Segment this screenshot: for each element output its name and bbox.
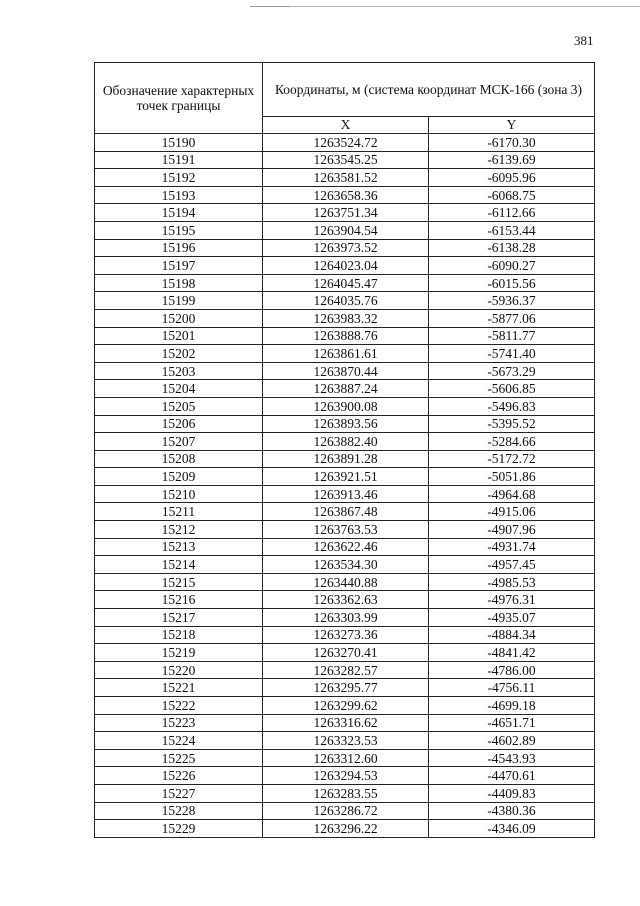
point-cell: 15190 (95, 134, 263, 152)
x-cell: 1263545.25 (263, 151, 429, 169)
x-cell: 1263763.53 (263, 521, 429, 539)
y-cell: -4380.36 (429, 802, 595, 820)
y-cell: -5172.72 (429, 450, 595, 468)
y-cell: -4957.45 (429, 556, 595, 574)
point-cell: 15195 (95, 221, 263, 239)
y-cell: -5051.86 (429, 468, 595, 486)
table-row (95, 257, 595, 275)
point-cell: 15215 (95, 573, 263, 591)
table-row (95, 433, 595, 451)
point-cell: 15205 (95, 397, 263, 415)
y-cell: -4409.83 (429, 784, 595, 802)
x-cell: 1264035.76 (263, 292, 429, 310)
y-cell: -4699.18 (429, 697, 595, 715)
y-cell: -5811.77 (429, 327, 595, 345)
point-cell: 15219 (95, 644, 263, 662)
table-row (95, 697, 595, 715)
y-cell: -4884.34 (429, 626, 595, 644)
point-cell: 15227 (95, 784, 263, 802)
x-cell: 1264045.47 (263, 274, 429, 292)
point-cell: 15194 (95, 204, 263, 222)
table-row (95, 221, 595, 239)
y-cell: -5741.40 (429, 345, 595, 363)
y-cell: -4602.89 (429, 732, 595, 750)
x-cell: 1264023.04 (263, 257, 429, 275)
x-cell: 1263867.48 (263, 503, 429, 521)
table-row (95, 784, 595, 802)
coordinates-column-header: Координаты, м (система координат МСК-166 (зона 3) (263, 63, 595, 117)
table-row (95, 292, 595, 310)
x-cell: 1263893.56 (263, 415, 429, 433)
table-row (95, 732, 595, 750)
y-cell: -4931.74 (429, 538, 595, 556)
y-cell: -5936.37 (429, 292, 595, 310)
x-cell: 1263534.30 (263, 556, 429, 574)
point-cell: 15212 (95, 521, 263, 539)
y-cell: -4786.00 (429, 661, 595, 679)
y-cell: -4346.09 (429, 820, 595, 838)
y-cell: -5877.06 (429, 309, 595, 327)
table-row (95, 485, 595, 503)
point-cell: 15209 (95, 468, 263, 486)
point-cell: 15200 (95, 309, 263, 327)
x-cell: 1263295.77 (263, 679, 429, 697)
point-cell: 15226 (95, 767, 263, 785)
y-cell: -6015.56 (429, 274, 595, 292)
y-cell: -4651.71 (429, 714, 595, 732)
x-cell: 1263299.62 (263, 697, 429, 715)
table-row (95, 274, 595, 292)
y-cell: -5606.85 (429, 380, 595, 398)
x-cell: 1263581.52 (263, 169, 429, 187)
table-row (95, 468, 595, 486)
y-cell: -5284.66 (429, 433, 595, 451)
x-cell: 1263294.53 (263, 767, 429, 785)
point-cell: 15222 (95, 697, 263, 715)
table-row (95, 679, 595, 697)
x-cell: 1263913.46 (263, 485, 429, 503)
top-scan-line-accent (250, 6, 290, 7)
y-cell: -4907.96 (429, 521, 595, 539)
coordinates-table (94, 62, 595, 838)
point-cell: 15217 (95, 609, 263, 627)
point-cell: 15191 (95, 151, 263, 169)
x-cell: 1263904.54 (263, 221, 429, 239)
table-row (95, 397, 595, 415)
table-row (95, 415, 595, 433)
x-cell: 1263983.32 (263, 309, 429, 327)
x-cell: 1263622.46 (263, 538, 429, 556)
y-column-header: Y (429, 116, 595, 133)
x-cell: 1263323.53 (263, 732, 429, 750)
top-scan-line (250, 6, 640, 7)
point-cell: 15199 (95, 292, 263, 310)
point-cell: 15198 (95, 274, 263, 292)
y-cell: -6139.69 (429, 151, 595, 169)
x-cell: 1263887.24 (263, 380, 429, 398)
point-cell: 15204 (95, 380, 263, 398)
point-cell: 15213 (95, 538, 263, 556)
x-cell: 1263312.60 (263, 749, 429, 767)
y-cell: -6112.66 (429, 204, 595, 222)
page-number: 381 (574, 33, 594, 48)
table-row (95, 626, 595, 644)
table-row (95, 661, 595, 679)
x-cell: 1263282.57 (263, 661, 429, 679)
point-cell: 15214 (95, 556, 263, 574)
table-row (95, 450, 595, 468)
x-cell: 1263658.36 (263, 186, 429, 204)
y-cell: -4756.11 (429, 679, 595, 697)
table-row (95, 538, 595, 556)
x-cell: 1263921.51 (263, 468, 429, 486)
table-row (95, 134, 595, 152)
table-row (95, 380, 595, 398)
table-row (95, 749, 595, 767)
point-cell: 15192 (95, 169, 263, 187)
point-cell: 15228 (95, 802, 263, 820)
x-cell: 1263316.62 (263, 714, 429, 732)
table-row (95, 239, 595, 257)
y-cell: -4985.53 (429, 573, 595, 591)
x-cell: 1263882.40 (263, 433, 429, 451)
x-cell: 1263751.34 (263, 204, 429, 222)
table-row (95, 820, 595, 838)
table-header (95, 63, 595, 134)
point-cell: 15229 (95, 820, 263, 838)
y-cell: -6090.27 (429, 257, 595, 275)
table-row (95, 186, 595, 204)
table-row (95, 802, 595, 820)
x-cell: 1263283.55 (263, 784, 429, 802)
y-cell: -4964.68 (429, 485, 595, 503)
table-row (95, 309, 595, 327)
table-row (95, 362, 595, 380)
table-row (95, 327, 595, 345)
y-cell: -4976.31 (429, 591, 595, 609)
point-cell: 15210 (95, 485, 263, 503)
table-row (95, 591, 595, 609)
x-cell: 1263888.76 (263, 327, 429, 345)
point-cell: 15224 (95, 732, 263, 750)
x-column-header: X (263, 116, 429, 133)
y-cell: -4543.93 (429, 749, 595, 767)
point-cell: 15201 (95, 327, 263, 345)
x-cell: 1263440.88 (263, 573, 429, 591)
table-body (95, 134, 595, 838)
point-cell: 15207 (95, 433, 263, 451)
x-cell: 1263524.72 (263, 134, 429, 152)
x-cell: 1263973.52 (263, 239, 429, 257)
x-cell: 1263270.41 (263, 644, 429, 662)
y-cell: -6153.44 (429, 221, 595, 239)
point-cell: 15206 (95, 415, 263, 433)
table-row (95, 644, 595, 662)
point-column-header: Обозначение характерных точек границы (95, 63, 263, 134)
y-cell: -4935.07 (429, 609, 595, 627)
y-cell: -4841.42 (429, 644, 595, 662)
point-cell: 15208 (95, 450, 263, 468)
y-cell: -6138.28 (429, 239, 595, 257)
x-cell: 1263900.08 (263, 397, 429, 415)
table-row (95, 573, 595, 591)
y-cell: -4470.61 (429, 767, 595, 785)
y-cell: -5673.29 (429, 362, 595, 380)
x-cell: 1263861.61 (263, 345, 429, 363)
table-row (95, 503, 595, 521)
x-cell: 1263891.28 (263, 450, 429, 468)
table-row (95, 204, 595, 222)
point-cell: 15193 (95, 186, 263, 204)
x-cell: 1263286.72 (263, 802, 429, 820)
point-cell: 15196 (95, 239, 263, 257)
x-cell: 1263273.36 (263, 626, 429, 644)
point-cell: 15211 (95, 503, 263, 521)
table-row (95, 151, 595, 169)
point-cell: 15202 (95, 345, 263, 363)
x-cell: 1263870.44 (263, 362, 429, 380)
y-cell: -4915.06 (429, 503, 595, 521)
point-cell: 15220 (95, 661, 263, 679)
x-cell: 1263296.22 (263, 820, 429, 838)
table-row (95, 169, 595, 187)
y-cell: -6095.96 (429, 169, 595, 187)
point-cell: 15221 (95, 679, 263, 697)
point-cell: 15218 (95, 626, 263, 644)
table-row (95, 767, 595, 785)
x-cell: 1263303.99 (263, 609, 429, 627)
point-cell: 15216 (95, 591, 263, 609)
x-cell: 1263362.63 (263, 591, 429, 609)
y-cell: -6068.75 (429, 186, 595, 204)
y-cell: -5496.83 (429, 397, 595, 415)
table-row (95, 521, 595, 539)
table-row (95, 609, 595, 627)
point-cell: 15197 (95, 257, 263, 275)
y-cell: -6170.30 (429, 134, 595, 152)
point-cell: 15223 (95, 714, 263, 732)
point-cell: 15225 (95, 749, 263, 767)
table-row (95, 714, 595, 732)
point-cell: 15203 (95, 362, 263, 380)
table-row (95, 556, 595, 574)
table-row (95, 345, 595, 363)
y-cell: -5395.52 (429, 415, 595, 433)
